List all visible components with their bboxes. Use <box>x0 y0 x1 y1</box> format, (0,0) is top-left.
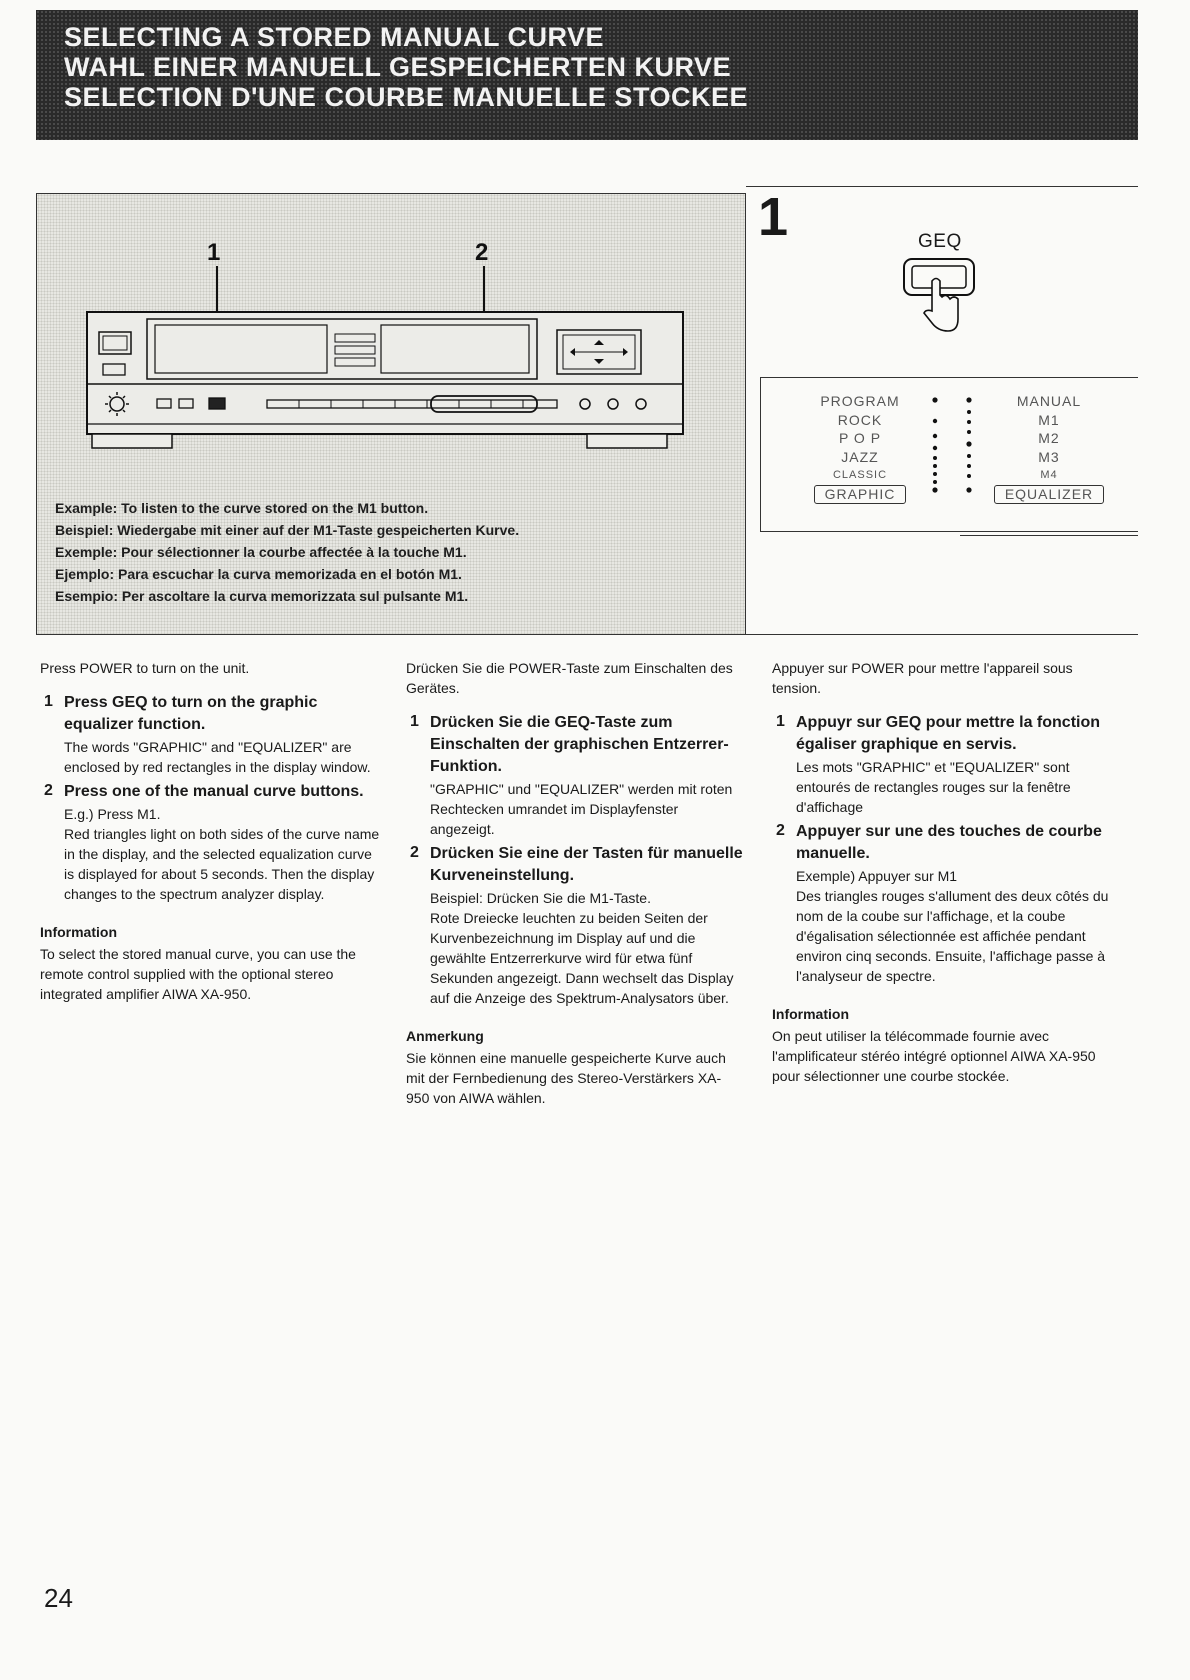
display-jazz: JAZZ <box>841 448 879 465</box>
english-step-1-title: Press GEQ to turn on the graphic equalizer function. <box>64 694 318 733</box>
title-french: SELECTION D'UNE COURBE MANUELLE STOCKEE <box>64 82 748 112</box>
display-m1: M1 <box>1038 411 1060 428</box>
display-graphic: GRAPHIC <box>814 485 907 504</box>
indicator-dots <box>923 392 983 517</box>
german-step-1-number: 1 <box>410 713 419 730</box>
french-lead: Appuyer sur POWER pour mettre l'appareil sous tension. <box>772 660 1073 696</box>
example-captions <box>55 497 735 607</box>
english-step-2 <box>40 781 380 904</box>
example-spanish: Ejemplo: Para escuchar la curva memorizada en el botón M1. <box>55 566 462 582</box>
english-step-1-number: 1 <box>44 693 53 710</box>
english-step-1 <box>40 692 380 777</box>
title-banner <box>36 10 1138 140</box>
step-number: 1 <box>758 187 789 247</box>
french-step-1-number: 1 <box>776 713 785 730</box>
english-step-2-number: 2 <box>44 782 53 799</box>
callout-1: 1 <box>207 239 221 266</box>
english-column <box>40 658 380 1004</box>
step-1-panel <box>746 186 1138 635</box>
french-step-2-title: Appuyer sur une des touches de courbe manuelle. <box>796 823 1102 862</box>
example-italian: Esempio: Per ascoltare la curva memorizzata sul pulsante M1. <box>55 588 469 604</box>
german-info-body: Sie können eine manuelle gespeicherte Kurve auch mit der Fernbedienung des Stereo-Verstärkers XA-950 von AIWA wählen. <box>406 1050 726 1106</box>
title-english: SELECTING A STORED MANUAL CURVE <box>64 22 605 52</box>
german-step-1 <box>406 712 744 839</box>
example-french: Exemple: Pour sélectionner la courbe affectée à la touche M1. <box>55 544 467 560</box>
callout-2: 2 <box>475 239 489 266</box>
display-rule-bottom <box>960 535 1138 536</box>
german-info-title: Anmerkung <box>406 1028 484 1044</box>
german-column <box>406 658 744 1108</box>
french-step-1 <box>772 712 1118 817</box>
french-info-body: On peut utiliser la télécommade fournie avec l'amplificateur stéréo intégré optionnel AIWA XA-950 pour sélectionner une courbe stockée. <box>772 1028 1096 1084</box>
german-step-1-body: "GRAPHIC" und "EQUALIZER" werden mit roten Rechtecken umrandet im Displayfenster angezeigt. <box>430 781 733 837</box>
press-button-hand-icon <box>896 253 986 343</box>
english-step-1-body: The words "GRAPHIC" and "EQUALIZER" are enclosed by red rectangles in the display window. <box>64 739 371 775</box>
french-step-2-body: Exemple) Appuyer sur M1 Des triangles rouges s'allument des deux côtés du nom de la coube sur l'affichage, et la coube d'égalisation sélectionnée est affichée pendant environ cinq seconds. Ensuite, l'affichage passe à l'analyseur de spectre. <box>796 868 1109 984</box>
english-step-2-body: E.g.) Press M1. Red triangles light on both sides of the curve name in the display, and the selected equalization curve is displayed for about 5 seconds. Then the display changes to the spectrum analyzer display. <box>64 806 380 902</box>
display-rock: ROCK <box>837 411 883 428</box>
french-column <box>772 658 1118 1086</box>
display-manual: MANUAL <box>1016 393 1082 409</box>
german-step-2-title: Drücken Sie eine der Tasten für manuelle Kurveneinstellung. <box>430 845 743 884</box>
display-window <box>760 377 1138 532</box>
french-step-2-number: 2 <box>776 822 785 839</box>
german-lead: Drücken Sie die POWER-Taste zum Einschalten des Gerätes. <box>406 660 733 696</box>
display-m2: M2 <box>1038 430 1060 446</box>
geq-button-label: GEQ <box>918 231 962 252</box>
display-program: PROGRAM <box>820 393 900 409</box>
french-step-1-title: Appuyr sur GEQ pour mettre la fonction égaliser graphique en servis. <box>796 714 1101 753</box>
english-step-2-title: Press one of the manual curve buttons. <box>64 783 364 800</box>
page-number: 24 <box>44 1583 73 1613</box>
example-english: Example: To listen to the curve stored on the M1 button. <box>55 500 429 516</box>
german-step-2 <box>406 843 744 1008</box>
display-m4: M4 <box>1040 469 1058 481</box>
french-info-title: Information <box>772 1006 849 1022</box>
display-equalizer: EQUALIZER <box>994 485 1104 504</box>
display-manual-column <box>989 392 1109 504</box>
english-lead: Press POWER to turn on the unit. <box>40 660 250 676</box>
example-german: Beispiel: Wiedergabe mit einer auf der M1-Taste gespeicherten Kurve. <box>55 522 520 538</box>
german-step-2-number: 2 <box>410 844 419 861</box>
display-m3: M3 <box>1038 448 1060 465</box>
display-classic: CLASSIC <box>832 469 888 481</box>
french-step-2 <box>772 821 1118 986</box>
german-step-1-title: Drücken Sie die GEQ-Taste zum Einschalten der graphischen Entzerrer-Funktion. <box>430 714 729 775</box>
device-illustration-panel <box>36 193 746 635</box>
display-program-column <box>805 392 915 504</box>
english-info-body: To select the stored manual curve, you can use the remote control supplied with the optional stereo integrated amplifier AIWA XA-950. <box>40 946 356 1002</box>
german-step-2-body: Beispiel: Drücken Sie die M1-Taste. Rote Dreiecke leuchten zu beiden Seiten der Kurvenbezeichnung im Display auf und die gewählte Entzerrerkurve wird für etwa fünf Sekunden angezeigt. Dann wechselt das Display auf die Anzeige des Spektrum-Analysators über. <box>430 890 734 1006</box>
english-info-title: Information <box>40 924 117 940</box>
title-german: WAHL EINER MANUELL GESPEICHERTEN KURVE <box>64 52 732 82</box>
display-pop: P O P <box>838 430 882 446</box>
french-step-1-body: Les mots "GRAPHIC" et "EQUALIZER" sont entourés de rectangles rouges sur la fenêtre d'affichage <box>796 759 1071 815</box>
